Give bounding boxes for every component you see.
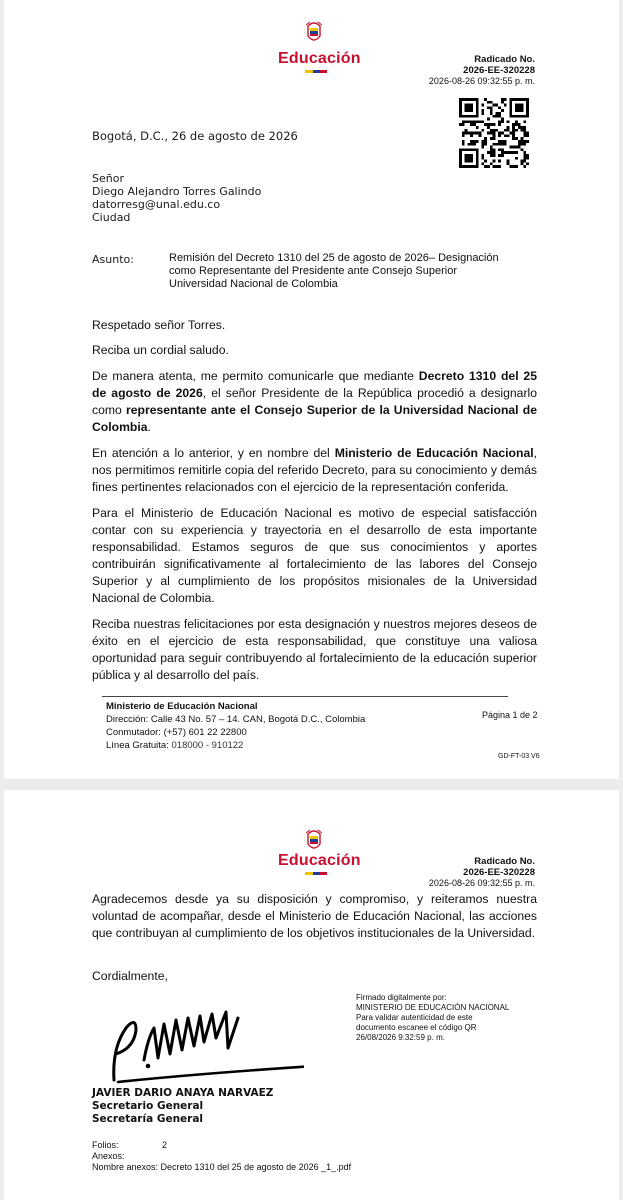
annex-file-name[interactable]: Nombre anexos: Decreto 1310 del 25 de agosto de 2026 _1_.pdf bbox=[92, 1162, 352, 1172]
handwritten-signature bbox=[104, 988, 304, 1088]
greeting: Respetado señor Torres. bbox=[92, 318, 226, 332]
footer-linea: Línea Gratuita: 018000 - 910122 bbox=[106, 740, 244, 751]
opening: Reciba un cordial saludo. bbox=[92, 343, 229, 357]
coat-of-arms-icon bbox=[304, 20, 324, 46]
page-info: Página 1 de 2 bbox=[482, 710, 538, 720]
subject-label: Asunto: bbox=[92, 253, 134, 266]
signer-office: Secretaría General bbox=[92, 1113, 204, 1125]
radicado-block bbox=[335, 856, 535, 889]
radicado-datetime: 2026-08-26 09:32:55 p. m. bbox=[428, 76, 535, 86]
recipient-email: datorresg@unal.edu.co bbox=[92, 198, 221, 211]
qr-code-icon[interactable] bbox=[459, 98, 529, 168]
radicado-label: Radicado No. bbox=[474, 54, 535, 65]
flag-stripe-blue bbox=[313, 872, 320, 875]
subject-line: Remisión del Decreto 1310 del 25 de agosto de 2026– Designación bbox=[169, 252, 499, 264]
anexos-label: Anexos: bbox=[92, 1151, 125, 1161]
recipient-city: Ciudad bbox=[92, 211, 131, 224]
logo-text: Educación bbox=[278, 50, 361, 67]
footer-block bbox=[106, 700, 365, 752]
footer-divider bbox=[102, 696, 508, 697]
recipient-title: Señor bbox=[92, 172, 124, 185]
paragraph-1: De manera atenta, me permito comunicarle que mediante Decreto 1310 del 25 de agosto de 2026, el señor Presidente de la República procedió a designarlo como representante ante el Consejo Superior de la Universidad Nacional de Colombia. bbox=[92, 369, 538, 434]
folios-value: 2 bbox=[162, 1140, 168, 1150]
letter-page-2 bbox=[4, 790, 619, 1200]
signer-block bbox=[92, 1087, 273, 1126]
closing-word: Cordialmente, bbox=[92, 969, 168, 983]
radicado-number: 2026-EE-320228 bbox=[463, 867, 535, 878]
paragraph-3: Para el Ministerio de Educación Nacional es motivo de especial satisfacción contar con su experiencia y trayectoria en el desarrollo de esta importante responsabilidad. Estamos seguros de que sus conocimientos y aportes contribuirán significativamente al fortalecimiento de las labores del Consejo Superior y al cumplimiento de los propósitos misionales de la Universidad Nacional de Colombia. bbox=[92, 506, 537, 605]
folios-label: Folios: bbox=[92, 1140, 119, 1150]
radicado-number: 2026-EE-320228 bbox=[463, 65, 535, 76]
date-line: Bogotá, D.C., 26 de agosto de 2026 bbox=[92, 129, 298, 143]
letter-body bbox=[92, 317, 537, 684]
flag-stripe-blue bbox=[313, 70, 320, 73]
flag-stripe-red bbox=[320, 872, 327, 875]
footer-org: Ministerio de Educación Nacional bbox=[106, 701, 258, 712]
recipient-name: Diego Alejandro Torres Galindo bbox=[92, 185, 262, 198]
flag-stripe-yellow bbox=[305, 70, 313, 73]
footer-conmutador: Conmutador: (+57) 601 22 22800 bbox=[106, 727, 247, 738]
digital-signature-note: Firmado digitalmente por: MINISTERIO DE EDUCACIÓN NACIONAL Para validar autenticidad de este documento escanee el código QR 26/08/2026 9:32:59 p. m. bbox=[356, 993, 510, 1042]
logo-text: Educación bbox=[278, 852, 361, 869]
recipient-block bbox=[92, 172, 261, 224]
closing-paragraph: Agradecemos desde ya su disposición y compromiso, y reiteramos nuestra voluntad de acompañar, desde el Ministerio de Educación Nacional, las acciones que contribuyan al cumplimiento de los objetivos institucionales de la Universidad. bbox=[92, 892, 537, 940]
paragraph-4: Reciba nuestras felicitaciones por esta designación y nuestros mejores deseos de éxito en el ejercicio de esta responsabilidad, que constituye una valiosa oportunidad para seguir contribuyendo al fortalecimiento de la educación superior pública y al desarrollo del país. bbox=[92, 617, 537, 682]
footer-address: Dirección: Calle 43 No. 57 – 14. CAN, Bogotá D.C., Colombia bbox=[106, 714, 366, 725]
signer-title: Secretario General bbox=[92, 1100, 204, 1112]
subject-text bbox=[169, 252, 541, 291]
coat-of-arms-icon bbox=[304, 828, 324, 854]
subject-line: Universidad Nacional de Colombia bbox=[169, 278, 338, 290]
radicado-label: Radicado No. bbox=[474, 856, 535, 867]
form-code: GD-FT-03 V6 bbox=[498, 753, 540, 760]
subject-line: como Representante del Presidente ante Consejo Superior bbox=[169, 265, 458, 277]
signer-name: JAVIER DARIO ANAYA NARVAEZ bbox=[92, 1087, 274, 1099]
radicado-datetime: 2026-08-26 09:32:55 p. m. bbox=[428, 878, 535, 888]
paragraph-2: En atención a lo anterior, y en nombre del Ministerio de Educación Nacional, nos permitimos remitirle copia del referido Decreto, para su conocimiento y demás fines pertinentes relacionados con el ejercicio de la representación conferida. bbox=[92, 446, 537, 494]
radicado-block bbox=[335, 54, 535, 87]
flag-stripe-red bbox=[320, 70, 327, 73]
letter-page-1 bbox=[4, 0, 619, 779]
flag-stripe-yellow bbox=[305, 872, 313, 875]
